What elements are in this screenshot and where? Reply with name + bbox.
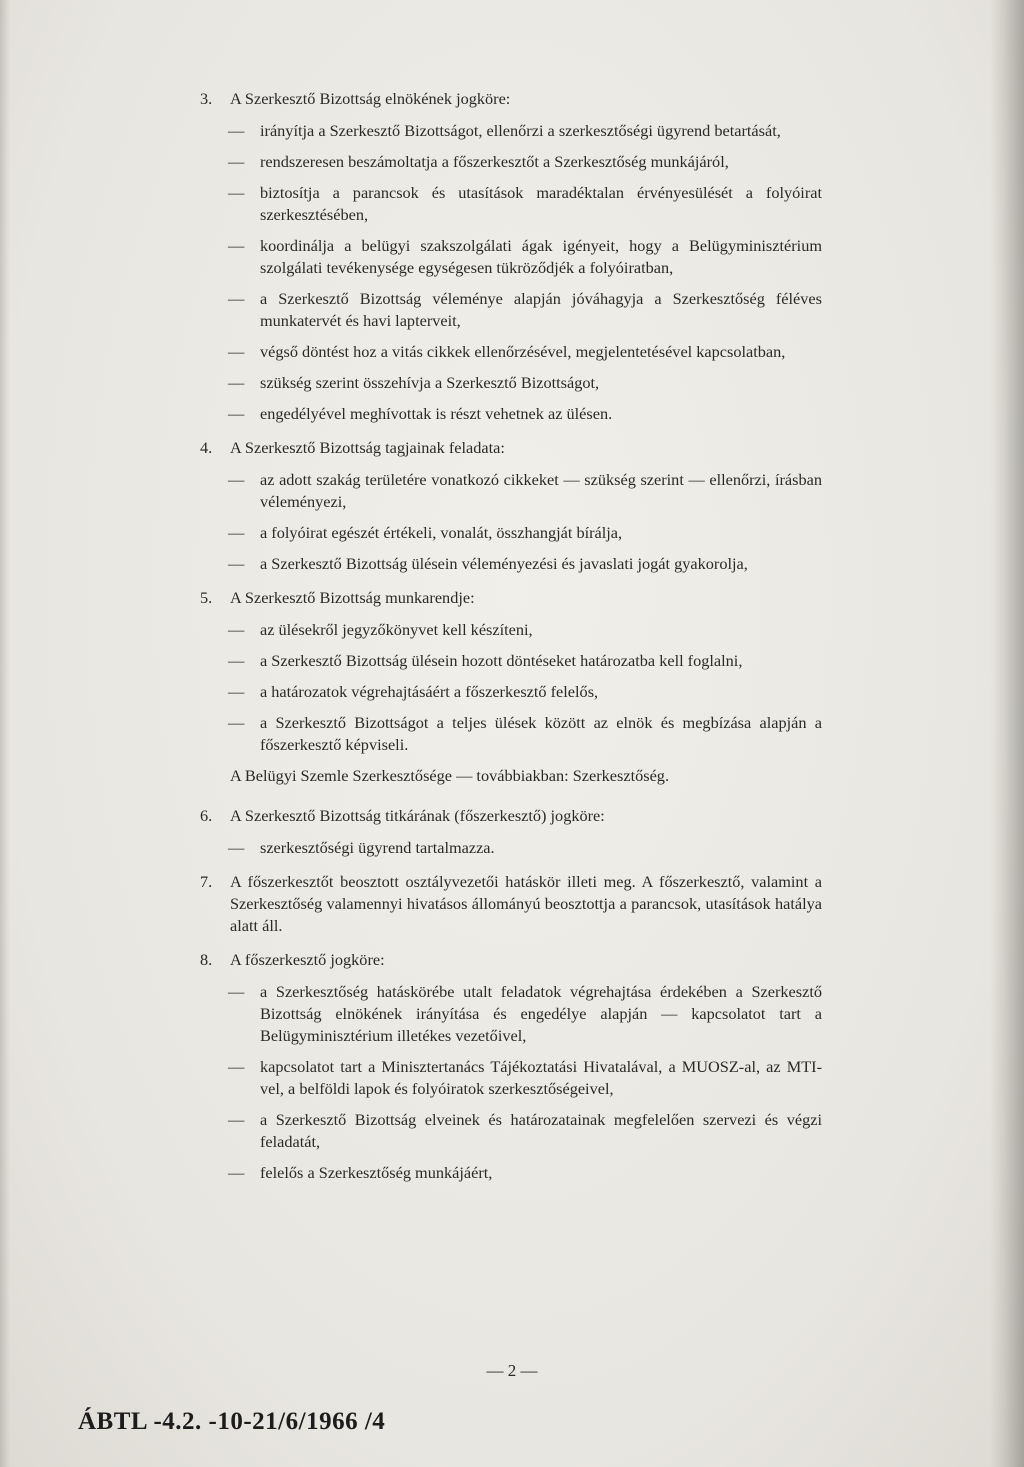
list-item [200, 151, 822, 173]
dash-marker: — [228, 713, 245, 732]
list-item [200, 553, 822, 575]
list-item-text: a Szerkesztőség hatáskörébe utalt feladatok végrehajtása érdekében a Szerkesztő Bizottság elnökének irányítása és engedélye alapján — kapcsolatot tart a Belügyminisztérium illetékes vezetőivel, [260, 982, 822, 1045]
archive-reference-stamp: ÁBTL -4.2. -10-21/6/1966 /4 [78, 1408, 386, 1435]
dash-marker: — [228, 1057, 245, 1076]
list-item [200, 712, 822, 756]
section-4 [200, 805, 822, 859]
item-list [200, 120, 822, 425]
list-item [200, 182, 822, 226]
list-item-text: az ülésekről jegyzőkönyvet kell készíteni, [260, 620, 533, 639]
dash-marker: — [228, 620, 245, 639]
section-title: A főszerkesztőt beosztott osztályvezetői hatáskör illeti meg. A főszerkesztő, valamint a Szerkesztőség valamennyi hivatásos állományú beosztottja a parancsok, utasítások hatálya alatt áll. [230, 872, 822, 935]
section-title: A főszerkesztő jogköre: [230, 950, 385, 969]
section-title: A Szerkesztő Bizottság tagjainak feladata: [230, 438, 505, 457]
page-left-edge-shadow [0, 0, 10, 1467]
item-list [200, 469, 822, 575]
list-item-text: rendszeresen beszámoltatja a főszerkesztőt a Szerkesztőség munkájáról, [260, 152, 729, 171]
section-heading [200, 437, 822, 459]
list-item-text: végső döntést hoz a vitás cikkek ellenőrzésével, megjelentetésével kapcsolatban, [260, 342, 786, 361]
dash-marker: — [228, 121, 245, 140]
dash-marker: — [228, 523, 245, 542]
dash-marker: — [228, 404, 245, 423]
list-item-text: a folyóirat egészét értékeli, vonalát, összhangját bírálja, [260, 523, 623, 542]
dash-marker: — [228, 1110, 245, 1129]
dash-marker: — [228, 982, 245, 1001]
list-item-text: a Szerkesztő Bizottság ülésein hozott döntéseket határozatba kell foglalni, [260, 651, 743, 670]
list-item [200, 469, 822, 513]
section-number: 4. [200, 438, 213, 457]
list-item-text: kapcsolatot tart a Minisztertanács Tájékoztatási Hivatalával, a MUOSZ-al, az MTI-vel, a belföldi lapok és folyóiratok szerkesztőségeivel, [260, 1057, 822, 1098]
list-item [200, 837, 822, 859]
list-item [200, 235, 822, 279]
item-list [200, 837, 822, 859]
section-title: A Szerkesztő Bizottság titkárának (főszerkesztő) jogköre: [230, 806, 605, 825]
list-item-text: koordinálja a belügyi szakszolgálati ágak igényeit, hogy a Belügyminisztérium szolgálati tevékenysége egységesen tükröződjék a folyóiratban, [260, 236, 822, 277]
list-item [200, 522, 822, 544]
dash-marker: — [228, 838, 245, 857]
section-heading [200, 805, 822, 827]
dash-marker: — [228, 342, 245, 361]
section-heading [200, 871, 822, 937]
document-body [200, 88, 822, 1196]
section-title: A Szerkesztő Bizottság munkarendje: [230, 588, 475, 607]
list-item [200, 288, 822, 332]
list-item-text: szerkesztőségi ügyrend tartalmazza. [260, 838, 495, 857]
section-number: 8. [200, 950, 213, 969]
page-number: — 2 — [486, 1361, 538, 1380]
list-item-text: biztosítja a parancsok és utasítások maradéktalan érvényesülését a folyóirat szerkesztésében, [260, 183, 822, 224]
section-1 [200, 88, 822, 425]
definition-note: A Belügyi Szemle Szerkesztősége — továbbiakban: Szerkesztőség. [230, 766, 670, 785]
dash-marker: — [228, 1163, 245, 1182]
list-item-text: a Szerkesztő Bizottság véleménye alapján jóváhagyja a Szerkesztőség féléves munkatervét és havi lapterveit, [260, 289, 822, 330]
section-number: 6. [200, 806, 213, 825]
section-number: 3. [200, 89, 213, 108]
section-5 [200, 871, 822, 937]
list-item [200, 120, 822, 142]
list-item [200, 681, 822, 703]
list-item [200, 341, 822, 363]
dash-marker: — [228, 152, 245, 171]
section-heading [200, 88, 822, 110]
section-heading [200, 587, 822, 609]
dash-marker: — [228, 470, 245, 489]
section-3 [200, 587, 822, 787]
dash-marker: — [228, 651, 245, 670]
section-number: 7. [200, 872, 213, 891]
list-item-text: a Szerkesztő Bizottság ülésein véleményezési és javaslati jogát gyakorolja, [260, 554, 748, 573]
list-item [200, 1162, 822, 1184]
section-number: 5. [200, 588, 213, 607]
list-item [200, 372, 822, 394]
list-item [200, 981, 822, 1047]
list-item [200, 403, 822, 425]
section-6 [200, 949, 822, 1184]
dash-marker: — [228, 289, 245, 308]
dash-marker: — [228, 183, 245, 202]
list-item-text: az adott szakág területére vonatkozó cikkeket — szükség szerint — ellenőrzi, írásban véleményezi, [260, 470, 822, 511]
list-item-text: irányítja a Szerkesztő Bizottságot, ellenőrzi a szerkesztőségi ügyrend betartását, [260, 121, 781, 140]
list-item-text: a Szerkesztő Bizottságot a teljes ülések között az elnök és megbízása alapján a főszerkesztő képviseli. [260, 713, 822, 754]
item-list [200, 981, 822, 1184]
page-right-edge-shadow [990, 0, 1024, 1467]
list-item-text: felelős a Szerkesztőség munkájáért, [260, 1163, 493, 1182]
list-item [200, 1056, 822, 1100]
list-item [200, 1109, 822, 1153]
section-title: A Szerkesztő Bizottság elnökének jogköre: [230, 89, 511, 108]
list-item [200, 650, 822, 672]
item-list [200, 619, 822, 756]
dash-marker: — [228, 373, 245, 392]
dash-marker: — [228, 236, 245, 255]
section-heading [200, 949, 822, 971]
list-item [200, 619, 822, 641]
dash-marker: — [228, 554, 245, 573]
section-2 [200, 437, 822, 575]
list-item-text: a Szerkesztő Bizottság elveinek és határozatainak megfelelően szervezi és végzi feladatát, [260, 1110, 822, 1151]
dash-marker: — [228, 682, 245, 701]
list-item-text: engedélyével meghívottak is részt vehetnek az ülésen. [260, 404, 613, 423]
list-item-text: szükség szerint összehívja a Szerkesztő Bizottságot, [260, 373, 600, 392]
list-item-text: a határozatok végrehajtásáért a főszerkesztő felelős, [260, 682, 599, 701]
